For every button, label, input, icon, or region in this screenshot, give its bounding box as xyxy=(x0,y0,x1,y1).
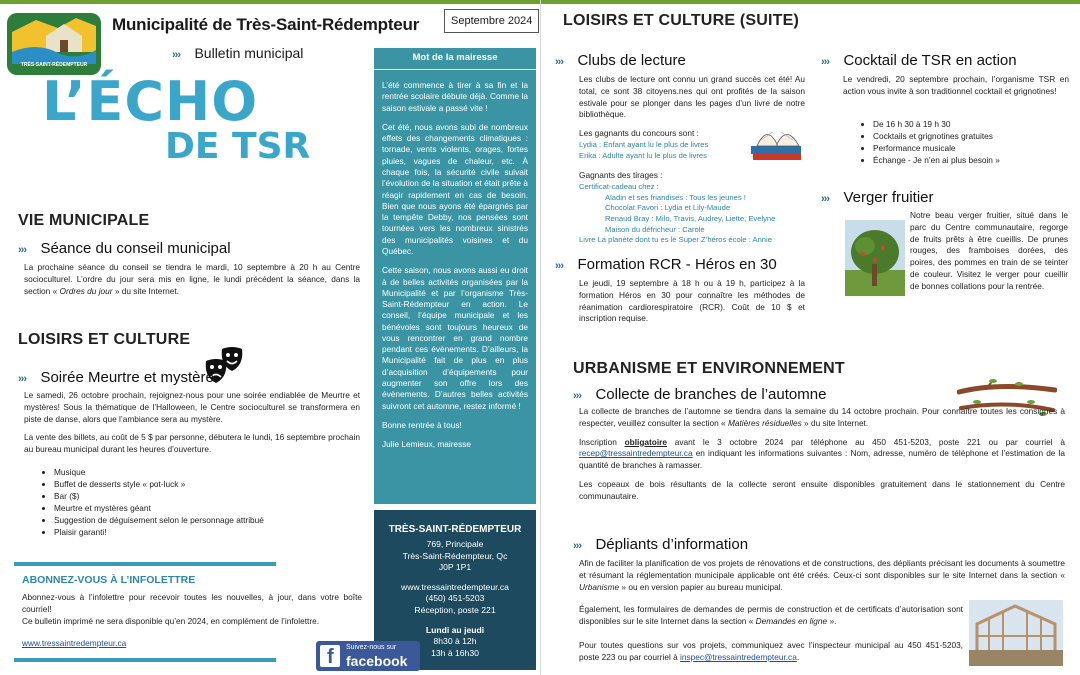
vie-municipale-heading: VIE MUNICIPALE xyxy=(18,212,150,229)
seance-title: Séance du conseil municipal xyxy=(40,240,231,257)
cocktail-list xyxy=(843,118,1069,166)
clubs-text: Les clubs de lecture ont connu un grand succès cet été! Au total, ce sont 38 citoyens.nes qui ont profités de la saison estivale pour se plonger dans les pages d’un livre de notre bibliothèque. xyxy=(579,74,805,120)
top-bar xyxy=(0,0,540,4)
seance-text: La prochaine séance du conseil se tiendra le mardi, 10 septembre à 20 h au Centre socioculturel. L’ordre du jour sera mis en ligne, le lundi précédent la séance, dans la section « Ordres du jour » du site Internet. xyxy=(24,262,360,296)
tirages-sub: Certificat-cadeau chez : xyxy=(579,182,659,191)
mot-paragraph-2: Cet été, nous avons subi de nombreux effets des changements climatiques : tornade, vents violents, orages, fortes pluies, vagues de chaleur, etc. À chaque fois, la sécurité civile suivait l’évolution de la situation et était prête à réagir rapidement en cas de besoin. Bien que nous ayons été épargnés par la tempête Debby, nos pensées sont tournées vers les nombreux sinistrés des municipalités voisines et du Québec. xyxy=(382,121,528,256)
tirages-list xyxy=(579,182,819,246)
verger-text: Notre beau verger fruitier, situé dans le parc du Centre communautaire, regorge de fruits prêts à être cueillis. De prunes rouges, des framboises dorées, des poires, des pommes en train de se teinter de couleur. Visitez le verger pour cueillir de bonnes collations pour la rentrée. xyxy=(910,210,1068,291)
orchard-photo xyxy=(845,220,905,296)
arrows-icon: ››› xyxy=(573,540,581,552)
soiree-paragraph-1: Le samedi, 26 octobre prochain, rejoignez-nous pour une soirée endiablée de Meurtre et mystères! Sous la thématique de l’Halloween, le Centre socioculturel se transformera en piste de danse, alors que l’ambiance sera au mystère. xyxy=(24,390,360,424)
bulletin-text: Bulletin municipal xyxy=(194,45,304,61)
list-item: Aladin et ses friandises : Tous les jeunes ! xyxy=(605,192,746,202)
collecte-text xyxy=(579,406,1065,509)
mot-de-la-mairesse-box xyxy=(374,48,536,504)
list-item: Renaud Bray : Milo, Travis, Audrey, Liette, Evelyne xyxy=(605,213,776,223)
list-item: Lydia : Enfant ayant lu le plus de livres xyxy=(579,140,709,149)
rcr-title: Formation RCR - Héros en 30 xyxy=(577,256,777,273)
contact-postal: J0P 1P1 xyxy=(438,562,472,573)
list-item: Maison du défricheur : Carole xyxy=(605,224,705,234)
list-item: • Buffet de desserts style « pot-luck » xyxy=(54,478,360,490)
list-item: Erika : Adulte ayant lu le plus de livres xyxy=(579,150,707,160)
contact-city: Très-Saint-Rédempteur, Qc xyxy=(402,550,508,561)
divider xyxy=(14,562,276,566)
mot-text xyxy=(382,80,528,450)
collecte-paragraph-2: Inscription obligatoire avant le 3 octobre 2024 par téléphone au 450 451-5203, poste 221 ou par courriel à recep@tressaintredempteur.ca en indiquant les informations suivantes : Nom, adresse, numéro de téléphone et l’estimation de la quantité de branches à ramasser. xyxy=(579,436,1065,471)
page-2 xyxy=(540,0,1080,675)
loisirs-heading: LOISIRS ET CULTURE xyxy=(18,331,191,348)
facebook-small-text: Suivez-nous sur xyxy=(346,644,397,651)
facebook-icon: f xyxy=(320,645,340,667)
rcr-subheading xyxy=(555,256,777,274)
mot-paragraph-3: Cette saison, nous avons aussi eu droit à de belles activités organisées par la Municipalité et par l’organisme Très-Saint-Rédempteur en action. Le conseil, l’équipe municipale et les bénévoles sont toujours heureux de vous rencontrer en grand nombre pendant ces évènements. D’ailleurs, la Municipalité fait de plus en plus d’acquisition d’équipements pour augmenter son offre lors des évènements. D’autres belles activités suivront cet automne, restez informé ! xyxy=(382,265,528,411)
contact-address: 769, Principale xyxy=(426,539,484,549)
infolettre-heading: ABONNEZ-VOUS À L’INFOLETTRE xyxy=(22,574,196,586)
tirages-label: Gagnants des tirages : xyxy=(579,170,663,180)
list-item: • Suggestion de déguisement selon le personnage attribué xyxy=(54,514,360,526)
soiree-list xyxy=(24,466,360,538)
cocktail-text: Le vendredi, 20 septembre prochain, l’organisme TSR en action vous invite à son traditionnel cocktail et grignotines! xyxy=(843,74,1069,96)
top-bar xyxy=(541,0,1080,4)
collecte-paragraph-1: La collecte de branches de l’automne se tiendra dans la semaine du 14 octobre prochain. Pour connaître toutes les consignes à respecter, veuillez consulter la section « Matières résiduelles » du site Internet. xyxy=(579,406,1065,428)
concours-label: Les gagnants du concours sont : xyxy=(579,128,699,138)
contact-hours: 8h30 à 12h xyxy=(433,636,477,647)
arrows-icon: ››› xyxy=(821,193,829,205)
arrows-icon: ››› xyxy=(172,49,180,61)
arrows-icon: ››› xyxy=(555,56,563,68)
collecte-paragraph-3: Les copeaux de bois résultants de la collecte seront ensuite disponibles gratuitement dans le stationnement du Centre communautaire. xyxy=(579,478,1065,501)
verger-subheading xyxy=(821,189,934,207)
depliants-subheading xyxy=(573,536,748,554)
depliants-paragraph-2: Également, les formulaires de demandes de permis de construction et de certificats d’autorisation sont disponibles sur le site Internet dans la section « Demandes en ligne ». xyxy=(579,604,963,626)
website-link[interactable]: www.tressaintredempteur.ca xyxy=(22,638,127,648)
facebook-button[interactable] xyxy=(316,641,420,671)
arrows-icon: ››› xyxy=(821,56,829,68)
arrows-icon: ››› xyxy=(555,260,563,272)
contact-phone: (450) 451-5203 xyxy=(425,593,485,604)
logo-text: TRÈS-SAINT-RÉDEMPTEUR xyxy=(20,62,88,68)
urbanisme-heading: URBANISME ET ENVIRONNEMENT xyxy=(573,360,845,377)
list-item: • Bar ($) xyxy=(54,490,360,502)
loisirs-suite-heading: LOISIRS ET CULTURE (SUITE) xyxy=(563,12,800,29)
divider xyxy=(14,658,276,662)
list-item: • Plaisir garanti! xyxy=(54,526,360,538)
infolettre-paragraph-2: Ce bulletin imprimé ne sera disponible qu’en 2024, en complément de l’infolettre. xyxy=(22,615,320,626)
rcr-text: Le jeudi, 19 septembre à 18 h ou à 19 h, participez à la formation Héros en 30 pour connaître les méthodes de réanimation cardiorespiratoire (RCR). Coût de 10 $ et inscription requise. xyxy=(579,278,805,324)
list-item: • Musique xyxy=(54,466,360,478)
infolettre-paragraph-1: Abonnez-vous à l’infolettre pour recevoir toutes les nouvelles, à jour, dans votre boîte courriel! xyxy=(22,592,362,614)
collecte-subheading xyxy=(573,386,826,404)
soiree-paragraph-2: La vente des billets, au coût de 5 $ par personne, débutera le lundi, 16 septembre prochain au bureau municipal durant les heures d’ouverture. xyxy=(24,432,360,455)
depliants-paragraph-3: Pour toutes questions sur vos projets, communiquez avec l’inspecteur municipal au 450 451-5203, poste 223 ou par courriel à inspec@tressaintredempteur.ca. xyxy=(579,640,963,662)
list-item: • Échange - Je n’en ai plus besoin » xyxy=(873,154,1069,166)
mot-signature: Julie Lemieux, mairesse xyxy=(382,439,471,450)
list-item: Livre La planète dont tu es le Super Z’héros école : Annie xyxy=(579,235,772,245)
list-item: Chocolat Favori : Lydia et Lily-Maude xyxy=(605,203,731,213)
contact-name: TRÈS-SAINT-RÉDEMPTEUR xyxy=(388,524,522,535)
list-item: • Performance musicale xyxy=(873,142,1069,154)
soiree-text xyxy=(24,390,360,463)
arrows-icon: ››› xyxy=(18,244,26,256)
concours-list xyxy=(579,140,779,161)
collecte-title: Collecte de branches de l’automne xyxy=(595,386,827,403)
municipality-name: Municipalité de Très-Saint-Rédempteur xyxy=(112,15,420,34)
arrows-icon: ››› xyxy=(18,373,26,385)
clubs-title: Clubs de lecture xyxy=(577,52,686,69)
list-item: • Cocktails et grignotines gratuites xyxy=(873,130,1069,142)
clubs-subheading xyxy=(555,52,686,70)
infolettre-text xyxy=(22,592,362,627)
contact-website: www.tressaintredempteur.ca xyxy=(401,581,509,592)
facebook-big-text: facebook xyxy=(346,653,408,669)
contact-hours: Lundi au jeudi xyxy=(425,624,485,635)
list-item: • Meurtre et mystères géant xyxy=(54,502,360,514)
issue-date: Septembre 2024 xyxy=(444,9,539,33)
title-line-2: DE TSR xyxy=(165,126,311,167)
title-line-1: L’ÉCHO xyxy=(42,70,259,133)
cocktail-title: Cocktail de TSR en action xyxy=(843,52,1017,69)
depliants-title: Dépliants d’information xyxy=(595,536,749,553)
contact-hours: 13h à 16h30 xyxy=(431,647,479,658)
seance-subheading xyxy=(18,240,231,258)
mot-paragraph-1: L’été commence à tirer à sa fin et la rentrée scolaire débute déjà. Comme la saison estivale a passé vite ! xyxy=(382,80,528,113)
mot-title: Mot de la mairesse xyxy=(412,52,498,63)
email-link[interactable]: inspec@tressaintredempteur.ca xyxy=(680,651,797,662)
arrows-icon: ››› xyxy=(573,390,581,402)
contact-reception: Réception, poste 221 xyxy=(414,604,496,615)
bulletin-label xyxy=(172,45,303,63)
mot-paragraph-4: Bonne rentrée à tous! xyxy=(382,419,462,430)
construction-photo xyxy=(969,600,1063,666)
divider xyxy=(374,69,536,70)
verger-title: Verger fruitier xyxy=(843,189,934,206)
list-item: • De 16 h 30 à 19 h 30 xyxy=(873,118,1069,130)
soiree-subheading xyxy=(18,369,214,387)
soiree-title: Soirée Meurtre et mystère xyxy=(40,369,214,386)
email-link[interactable]: recep@tressaintredempteur.ca xyxy=(579,448,693,459)
cocktail-subheading xyxy=(821,52,1017,70)
municipal-logo xyxy=(6,12,102,76)
depliants-paragraph-1: Afin de faciliter la planification de vos projets de rénovations et de constructions, des dépliants précisant les documents à soumettre et résumant la réglementation municipale applicable ont été créés. Ceux-ci sont disponibles sur le site Internet dans la section « Urbanisme » ou en version papier au bureau municipal. xyxy=(579,558,1065,592)
